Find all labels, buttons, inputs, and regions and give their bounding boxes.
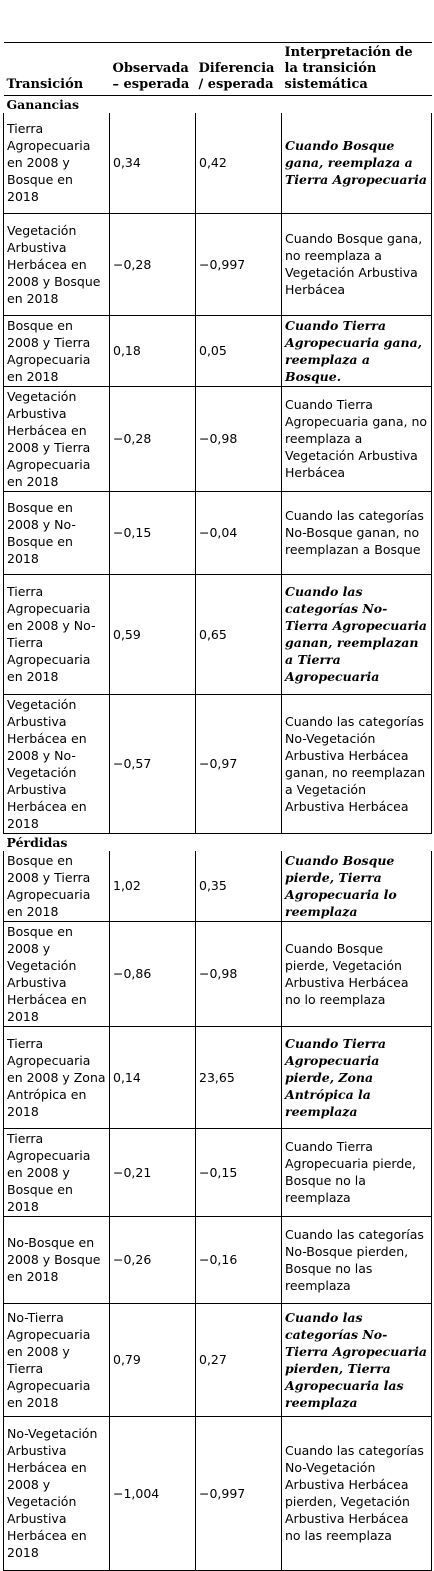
section-row: [4, 833, 432, 851]
header-difference-over-expected: Diferencia / esperada: [196, 43, 282, 96]
difference-over-expected-cell: 0,27: [196, 1303, 282, 1416]
difference-over-expected-cell: 23,65: [196, 1026, 282, 1128]
transition-cell: No-Bosque en 2008 y Bosque en 2018: [4, 1216, 110, 1303]
table-header: [4, 43, 432, 96]
header-transition: Transición: [4, 43, 110, 96]
observed-minus-expected-cell: 0,59: [110, 574, 196, 694]
interpretation-cell: Cuando las categorías No-Tierra Agropecuaria pierden, Tierra Agropecuaria las reemplaza: [282, 1303, 432, 1416]
difference-over-expected-cell: 0,42: [196, 113, 282, 213]
table-row: [4, 1216, 432, 1303]
transition-cell: Tierra Agropecuaria en 2008 y Bosque en 2018: [4, 113, 110, 213]
difference-over-expected-cell: −0,16: [196, 1216, 282, 1303]
table-row: [4, 386, 432, 491]
interpretation-cell: Cuando Tierra Agropecuaria pierde, Zona Antrópica la reemplaza: [282, 1026, 432, 1128]
transition-cell: Bosque en 2008 y Vegetación Arbustiva Herbácea en 2018: [4, 921, 110, 1026]
interpretation-cell: Cuando las categorías No-Tierra Agropecuaria ganan, reemplazan a Tierra Agropecuaria: [282, 574, 432, 694]
difference-over-expected-cell: 0,65: [196, 574, 282, 694]
table-row: [4, 491, 432, 574]
transition-cell: Tierra Agropecuaria en 2008 y No-Tierra Agropecuaria en 2018: [4, 574, 110, 694]
transition-cell: No-Vegetación Arbustiva Herbácea en 2008 y Vegetación Arbustiva Herbácea en 2018: [4, 1416, 110, 1570]
interpretation-cell: Cuando Bosque gana, no reemplaza a Vegetación Arbustiva Herbácea: [282, 213, 432, 315]
header-interpretation: Interpretación de la transición sistemática: [282, 43, 432, 96]
table-row: [4, 113, 432, 213]
section-title: Pérdidas: [6, 834, 68, 850]
observed-minus-expected-cell: −0,28: [110, 386, 196, 491]
interpretation-cell: Cuando Bosque gana, reemplaza a Tierra Agropecuaria: [282, 113, 432, 213]
table-row: [4, 1416, 432, 1570]
table-row: [4, 694, 432, 833]
difference-over-expected-cell: −0,97: [196, 694, 282, 833]
difference-over-expected-cell: 0,05: [196, 315, 282, 386]
observed-minus-expected-cell: 1,02: [110, 851, 196, 922]
observed-minus-expected-cell: −0,28: [110, 213, 196, 315]
difference-over-expected-cell: −0,997: [196, 1416, 282, 1570]
section-title: Ganancias: [6, 97, 80, 112]
observed-minus-expected-cell: −1,004: [110, 1416, 196, 1570]
table-row: [4, 1303, 432, 1416]
transition-cell: Vegetación Arbustiva Herbácea en 2008 y Bosque en 2018: [4, 213, 110, 315]
observed-minus-expected-cell: −0,57: [110, 694, 196, 833]
transition-cell: Bosque en 2008 y No-Bosque en 2018: [4, 491, 110, 574]
difference-over-expected-cell: −0,04: [196, 491, 282, 574]
table-body: [4, 96, 432, 1571]
transition-table: [3, 42, 432, 1571]
observed-minus-expected-cell: 0,34: [110, 113, 196, 213]
transition-cell: Bosque en 2008 y Tierra Agropecuaria en 2018: [4, 315, 110, 386]
table-row: [4, 921, 432, 1026]
observed-minus-expected-cell: 0,79: [110, 1303, 196, 1416]
observed-minus-expected-cell: 0,14: [110, 1026, 196, 1128]
transition-cell: Tierra Agropecuaria en 2008 y Bosque en 2018: [4, 1128, 110, 1216]
interpretation-cell: Cuando Bosque pierde, Tierra Agropecuaria lo reemplaza: [282, 851, 432, 922]
interpretation-cell: Cuando Tierra Agropecuaria pierde, Bosque no la reemplaza: [282, 1128, 432, 1216]
observed-minus-expected-cell: −0,86: [110, 921, 196, 1026]
difference-over-expected-cell: −0,98: [196, 921, 282, 1026]
section-row: [4, 96, 432, 114]
interpretation-cell: Cuando Bosque pierde, Vegetación Arbustiva Herbácea no lo reemplaza: [282, 921, 432, 1026]
observed-minus-expected-cell: 0,18: [110, 315, 196, 386]
table-row: [4, 213, 432, 315]
interpretation-cell: Cuando las categorías No-Vegetación Arbustiva Herbácea ganan, no reemplazan a Vegetación Arbustiva Herbácea: [282, 694, 432, 833]
observed-minus-expected-cell: −0,26: [110, 1216, 196, 1303]
table-row: [4, 1128, 432, 1216]
transition-cell: No-Tierra Agropecuaria en 2008 y Tierra Agropecuaria en 2018: [4, 1303, 110, 1416]
transition-cell: Vegetación Arbustiva Herbácea en 2008 y Tierra Agropecuaria en 2018: [4, 386, 110, 491]
difference-over-expected-cell: −0,15: [196, 1128, 282, 1216]
table-row: [4, 574, 432, 694]
observed-minus-expected-cell: −0,21: [110, 1128, 196, 1216]
interpretation-cell: Cuando las categorías No-Bosque ganan, no reemplazan a Bosque: [282, 491, 432, 574]
difference-over-expected-cell: −0,98: [196, 386, 282, 491]
interpretation-cell: Cuando las categorías No-Vegetación Arbustiva Herbácea pierden, Vegetación Arbustiva Herbácea no las reemplaza: [282, 1416, 432, 1570]
interpretation-cell: Cuando Tierra Agropecuaria gana, no reemplaza a Vegetación Arbustiva Herbácea: [282, 386, 432, 491]
transition-cell: Tierra Agropecuaria en 2008 y Zona Antrópica en 2018: [4, 1026, 110, 1128]
table-row: [4, 315, 432, 386]
header-row: [4, 43, 432, 96]
transition-cell: Bosque en 2008 y Tierra Agropecuaria en 2018: [4, 851, 110, 922]
interpretation-cell: Cuando Tierra Agropecuaria gana, reemplaza a Bosque.: [282, 315, 432, 386]
header-observed-minus-expected: Observada – esperada: [110, 43, 196, 96]
difference-over-expected-cell: −0,997: [196, 213, 282, 315]
table-row: [4, 1026, 432, 1128]
transition-cell: Vegetación Arbustiva Herbácea en 2008 y No-Vegetación Arbustiva Herbácea en 2018: [4, 694, 110, 833]
table-row: [4, 851, 432, 922]
observed-minus-expected-cell: −0,15: [110, 491, 196, 574]
interpretation-cell: Cuando las categorías No-Bosque pierden, Bosque no las reemplaza: [282, 1216, 432, 1303]
difference-over-expected-cell: 0,35: [196, 851, 282, 922]
